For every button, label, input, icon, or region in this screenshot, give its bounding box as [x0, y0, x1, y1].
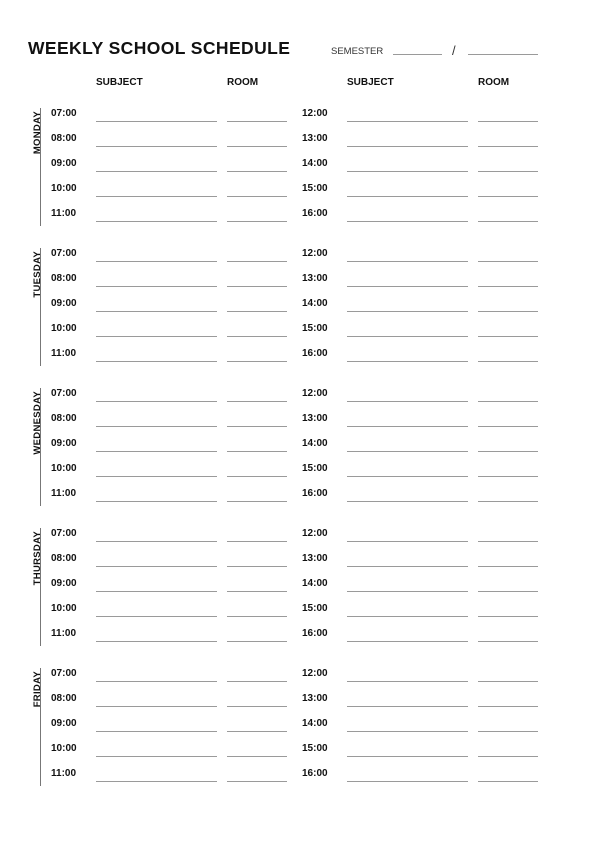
afternoon-room-field[interactable]	[478, 641, 538, 642]
day-block-tuesday	[0, 248, 595, 378]
afternoon-room-field[interactable]	[478, 196, 538, 197]
morning-room-field[interactable]	[227, 781, 287, 782]
afternoon-time-label: 14:00	[302, 578, 328, 589]
afternoon-subject-field[interactable]	[347, 171, 468, 172]
morning-time-label: 09:00	[51, 578, 77, 589]
morning-time-label: 08:00	[51, 413, 77, 424]
afternoon-time-label: 16:00	[302, 208, 328, 219]
afternoon-room-field[interactable]	[478, 681, 538, 682]
afternoon-room-field[interactable]	[478, 311, 538, 312]
afternoon-time-label: 12:00	[302, 668, 328, 679]
morning-room-field[interactable]	[227, 171, 287, 172]
morning-subject-field[interactable]	[96, 731, 217, 732]
morning-room-field[interactable]	[227, 336, 287, 337]
afternoon-time-label: 12:00	[302, 528, 328, 539]
morning-room-field[interactable]	[227, 566, 287, 567]
afternoon-time-label: 14:00	[302, 718, 328, 729]
day-label-thursday: THURSDAY	[32, 531, 43, 586]
afternoon-subject-field[interactable]	[347, 681, 468, 682]
morning-time-label: 10:00	[51, 743, 77, 754]
morning-subject-field[interactable]	[96, 476, 217, 477]
afternoon-subject-field[interactable]	[347, 451, 468, 452]
afternoon-time-label: 16:00	[302, 488, 328, 499]
time-slot-row	[0, 743, 595, 768]
morning-subject-field[interactable]	[96, 221, 217, 222]
subject-column-header-morning: SUBJECT	[96, 77, 143, 88]
afternoon-subject-field[interactable]	[347, 781, 468, 782]
afternoon-room-field[interactable]	[478, 781, 538, 782]
afternoon-room-field[interactable]	[478, 336, 538, 337]
morning-subject-field[interactable]	[96, 451, 217, 452]
afternoon-subject-field[interactable]	[347, 196, 468, 197]
morning-subject-field[interactable]	[96, 501, 217, 502]
morning-subject-field[interactable]	[96, 781, 217, 782]
morning-time-label: 08:00	[51, 553, 77, 564]
afternoon-room-field[interactable]	[478, 146, 538, 147]
time-slot-row	[0, 413, 595, 438]
morning-room-field[interactable]	[227, 616, 287, 617]
day-block-thursday	[0, 528, 595, 658]
afternoon-room-field[interactable]	[478, 286, 538, 287]
afternoon-subject-field[interactable]	[347, 566, 468, 567]
time-slot-row	[0, 248, 595, 273]
afternoon-room-field[interactable]	[478, 401, 538, 402]
afternoon-time-label: 15:00	[302, 463, 328, 474]
morning-subject-field[interactable]	[96, 171, 217, 172]
morning-time-label: 09:00	[51, 718, 77, 729]
morning-time-label: 09:00	[51, 438, 77, 449]
afternoon-room-field[interactable]	[478, 221, 538, 222]
morning-subject-field[interactable]	[96, 196, 217, 197]
morning-time-label: 07:00	[51, 248, 77, 259]
time-slot-row	[0, 158, 595, 183]
time-slot-row	[0, 388, 595, 413]
afternoon-room-field[interactable]	[478, 616, 538, 617]
morning-subject-field[interactable]	[96, 311, 217, 312]
afternoon-time-label: 12:00	[302, 388, 328, 399]
afternoon-room-field[interactable]	[478, 361, 538, 362]
time-slot-row	[0, 553, 595, 578]
time-slot-row	[0, 438, 595, 463]
morning-subject-field[interactable]	[96, 146, 217, 147]
afternoon-subject-field[interactable]	[347, 616, 468, 617]
morning-time-label: 11:00	[51, 208, 77, 219]
afternoon-time-label: 15:00	[302, 183, 328, 194]
semester-label: SEMESTER	[331, 46, 384, 57]
day-block-friday	[0, 668, 595, 798]
morning-room-field[interactable]	[227, 591, 287, 592]
afternoon-time-label: 15:00	[302, 603, 328, 614]
morning-time-label: 08:00	[51, 133, 77, 144]
morning-time-label: 08:00	[51, 273, 77, 284]
morning-time-label: 07:00	[51, 108, 77, 119]
afternoon-subject-field[interactable]	[347, 756, 468, 757]
morning-room-field[interactable]	[227, 196, 287, 197]
day-label-wednesday: WEDNESDAY	[32, 391, 43, 455]
afternoon-time-label: 13:00	[302, 553, 328, 564]
afternoon-subject-field[interactable]	[347, 731, 468, 732]
time-slot-row	[0, 208, 595, 233]
afternoon-subject-field[interactable]	[347, 286, 468, 287]
morning-time-label: 11:00	[51, 768, 77, 779]
afternoon-room-field[interactable]	[478, 566, 538, 567]
morning-room-field[interactable]	[227, 261, 287, 262]
time-slot-row	[0, 628, 595, 653]
morning-subject-field[interactable]	[96, 706, 217, 707]
afternoon-time-label: 16:00	[302, 768, 328, 779]
morning-time-label: 10:00	[51, 463, 77, 474]
morning-room-field[interactable]	[227, 756, 287, 757]
time-slot-row	[0, 528, 595, 553]
time-slot-row	[0, 693, 595, 718]
time-slot-row	[0, 603, 595, 628]
day-block-wednesday	[0, 388, 595, 518]
afternoon-subject-field[interactable]	[347, 426, 468, 427]
day-block-monday	[0, 108, 595, 238]
morning-time-label: 07:00	[51, 388, 77, 399]
time-slot-row	[0, 488, 595, 513]
room-column-header-morning: ROOM	[227, 77, 259, 88]
afternoon-room-field[interactable]	[478, 541, 538, 542]
morning-room-field[interactable]	[227, 476, 287, 477]
morning-room-field[interactable]	[227, 706, 287, 707]
afternoon-room-field[interactable]	[478, 501, 538, 502]
afternoon-subject-field[interactable]	[347, 311, 468, 312]
morning-time-label: 09:00	[51, 298, 77, 309]
morning-room-field[interactable]	[227, 401, 287, 402]
day-label-tuesday: TUESDAY	[32, 251, 43, 298]
morning-room-field[interactable]	[227, 221, 287, 222]
afternoon-time-label: 16:00	[302, 628, 328, 639]
morning-subject-field[interactable]	[96, 286, 217, 287]
afternoon-room-field[interactable]	[478, 756, 538, 757]
afternoon-subject-field[interactable]	[347, 401, 468, 402]
morning-room-field[interactable]	[227, 641, 287, 642]
afternoon-subject-field[interactable]	[347, 121, 468, 122]
subject-column-header-afternoon: SUBJECT	[347, 77, 394, 88]
afternoon-time-label: 13:00	[302, 133, 328, 144]
morning-room-field[interactable]	[227, 451, 287, 452]
morning-subject-field[interactable]	[96, 681, 217, 682]
time-slot-row	[0, 108, 595, 133]
room-column-header-afternoon: ROOM	[478, 77, 510, 88]
morning-room-field[interactable]	[227, 286, 287, 287]
morning-room-field[interactable]	[227, 311, 287, 312]
semester-separator: /	[452, 43, 456, 58]
morning-time-label: 11:00	[51, 628, 77, 639]
time-slot-row	[0, 668, 595, 693]
afternoon-subject-field[interactable]	[347, 476, 468, 477]
morning-time-label: 10:00	[51, 183, 77, 194]
morning-time-label: 07:00	[51, 528, 77, 539]
morning-time-label: 08:00	[51, 693, 77, 704]
morning-subject-field[interactable]	[96, 566, 217, 567]
morning-subject-field[interactable]	[96, 401, 217, 402]
time-slot-row	[0, 718, 595, 743]
morning-subject-field[interactable]	[96, 756, 217, 757]
afternoon-room-field[interactable]	[478, 591, 538, 592]
afternoon-time-label: 12:00	[302, 108, 328, 119]
afternoon-time-label: 14:00	[302, 298, 328, 309]
afternoon-subject-field[interactable]	[347, 361, 468, 362]
afternoon-room-field[interactable]	[478, 476, 538, 477]
morning-room-field[interactable]	[227, 361, 287, 362]
morning-time-label: 11:00	[51, 348, 77, 359]
morning-subject-field[interactable]	[96, 336, 217, 337]
afternoon-subject-field[interactable]	[347, 541, 468, 542]
afternoon-subject-field[interactable]	[347, 336, 468, 337]
time-slot-row	[0, 348, 595, 373]
morning-room-field[interactable]	[227, 121, 287, 122]
afternoon-room-field[interactable]	[478, 426, 538, 427]
time-slot-row	[0, 273, 595, 298]
morning-subject-field[interactable]	[96, 121, 217, 122]
schedule-title: WEEKLY SCHOOL SCHEDULE	[28, 38, 291, 58]
afternoon-time-label: 13:00	[302, 413, 328, 424]
morning-subject-field[interactable]	[96, 361, 217, 362]
time-slot-row	[0, 768, 595, 793]
afternoon-time-label: 15:00	[302, 743, 328, 754]
morning-room-field[interactable]	[227, 541, 287, 542]
morning-room-field[interactable]	[227, 731, 287, 732]
afternoon-time-label: 14:00	[302, 438, 328, 449]
afternoon-subject-field[interactable]	[347, 591, 468, 592]
afternoon-subject-field[interactable]	[347, 221, 468, 222]
morning-time-label: 09:00	[51, 158, 77, 169]
afternoon-room-field[interactable]	[478, 121, 538, 122]
afternoon-subject-field[interactable]	[347, 501, 468, 502]
semester-start-field[interactable]	[393, 54, 442, 55]
morning-room-field[interactable]	[227, 681, 287, 682]
time-slot-row	[0, 323, 595, 348]
morning-time-label: 10:00	[51, 603, 77, 614]
afternoon-room-field[interactable]	[478, 451, 538, 452]
afternoon-subject-field[interactable]	[347, 641, 468, 642]
time-slot-row	[0, 183, 595, 208]
day-label-friday: FRIDAY	[32, 671, 43, 708]
morning-subject-field[interactable]	[96, 426, 217, 427]
afternoon-time-label: 12:00	[302, 248, 328, 259]
day-label-monday: MONDAY	[32, 111, 43, 155]
morning-time-label: 07:00	[51, 668, 77, 679]
morning-room-field[interactable]	[227, 426, 287, 427]
afternoon-time-label: 15:00	[302, 323, 328, 334]
morning-subject-field[interactable]	[96, 641, 217, 642]
time-slot-row	[0, 578, 595, 603]
afternoon-room-field[interactable]	[478, 261, 538, 262]
morning-room-field[interactable]	[227, 501, 287, 502]
afternoon-time-label: 14:00	[302, 158, 328, 169]
semester-end-field[interactable]	[468, 54, 538, 55]
afternoon-time-label: 13:00	[302, 273, 328, 284]
morning-time-label: 11:00	[51, 488, 77, 499]
morning-subject-field[interactable]	[96, 261, 217, 262]
time-slot-row	[0, 298, 595, 323]
afternoon-subject-field[interactable]	[347, 146, 468, 147]
time-slot-row	[0, 133, 595, 158]
morning-time-label: 10:00	[51, 323, 77, 334]
morning-room-field[interactable]	[227, 146, 287, 147]
afternoon-subject-field[interactable]	[347, 706, 468, 707]
time-slot-row	[0, 463, 595, 488]
morning-subject-field[interactable]	[96, 591, 217, 592]
afternoon-room-field[interactable]	[478, 171, 538, 172]
afternoon-time-label: 16:00	[302, 348, 328, 359]
afternoon-time-label: 13:00	[302, 693, 328, 704]
afternoon-room-field[interactable]	[478, 706, 538, 707]
afternoon-room-field[interactable]	[478, 731, 538, 732]
afternoon-subject-field[interactable]	[347, 261, 468, 262]
morning-subject-field[interactable]	[96, 541, 217, 542]
morning-subject-field[interactable]	[96, 616, 217, 617]
